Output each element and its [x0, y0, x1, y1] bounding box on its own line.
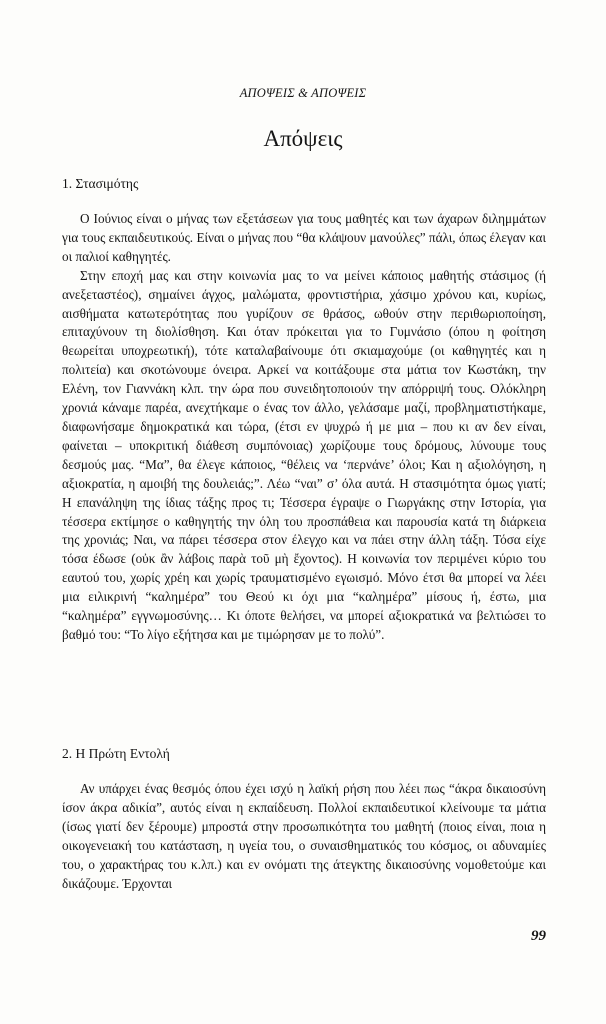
- paragraph: Στην εποχή μας και στην κοινωνία μας το να μείνει κάποιος μαθητής στάσιμος (ή ανεξεταστέος), σημαίνει άγχος, μαλώματα, φροντιστήρια, χάσιμο χρόνου και, κυρίως, αισθήματα κατωτερότητας που γυρίζουν σε θράσος, ωθούν στην περιθωριοποίηση, επιταχύνουν τη διολίσθηση. Και όταν πρόκειται για το Γυμνάσιο (όπου η φοίτηση θεωρείται υποχρεωτική), τότε καταλαβαίνουμε ότι σκιαμαχούμε (οι καθηγητές και η πολιτεία) και σκοτώνουμε όνειρα. Αρκεί να κοιτάξουμε στα μάτια τον Κωστάκη, την Ελένη, τον Γιαννάκη κλπ. την ώρα που συνειδητοποιούν την απόρριψή τους. Ολόκληρη χρονιά κάναμε παρέα, ανεχτήκαμε ο ένας τον άλλο, γελάσαμε μαζί, προβληματιστήκαμε, διαφωνήσαμε δημοκρατικά και τώρα, (έτσι εν ψυχρώ ή με μια – που κι αν δεν είναι, φαίνεται – υποκριτική διάθεση συμπόνοιας) χωρίζουμε τους δρόμους, λύνουμε τους δεσμούς μας. “Μα”, θα έλεγε κάποιος, “θέλεις να ‘περνάνε’ όλοι; Και η αξιολόγηση, η αξιοκρατία, η αμοιβή της δουλειάς;”. Λέω “ναι” σ’ όλα αυτά. Η στασιμότητα όμως γιατί; Η επανάληψη της ίδιας τάξης προς τι; Τέσσερα έγραψε ο Γιωργάκης στην Ιστορία, για τέσσερα εκτίμησε ο καθηγητής την όλη του προσπάθεια και παρουσία κατά τη διάρκεια της χρονιάς; Ναι, να πάρει τέσσερα στον έλεγχο και να πάει στην άλλη τάξη. Τόσα είχε τόσα έδωσε (οὐκ ἂν λάβοις παρὰ τοῦ μὴ ἔχοντος). Η κοινωνία τον περιμένει κύριο του εαυτού του, χωρίς χρέη και χωρίς τραυματισμένο εγωισμό. Μόνο έτσι θα μπορεί να λέει μια ειλικρινή “καλημέρα” του Θεού κι όχι μια “καλημέρα” μίσους ή, έστω, μια “καλημέρα” εγγνωμοσύνης… Κι όποτε θελήσει, να μπορεί αξιοκρατικά να βελτιώσει το βαθμό του: “Το λίγο εξήτησα και με τιμώρησαν με το πολύ”.: [62, 267, 546, 642]
- section-body-2: [62, 780, 546, 893]
- page-number: 99: [531, 928, 546, 944]
- section-heading-1: 1. Στασιμότης: [62, 176, 139, 191]
- paragraph: Αν υπάρχει ένας θεσμός όπου έχει ισχύ η λαϊκή ρήση που λέει πως “άκρα δικαιοσύνη ίσον άκρα αδικία”, αυτός είναι η εκπαίδευση. Πολλοί εκπαιδευτικοί κλείνουμε τα μάτια (ίσως γιατί δεν ξέρουμε) μπροστά στην προσωπικότητα του μαθητή (ποιος είναι, ποια η οικογενειακή του κατάσταση, η υγεία του, ο συναισθηματικός του κόσμος, οι αδυναμίες του, ο χαρακτήρας του κ.λπ.) και εν ονόματι της άτεγκτης δικαιοσύνης νομοθετούμε και δικάζουμε. Έρχονται: [62, 781, 546, 891]
- section-body-1: [62, 210, 546, 645]
- page-title: Απόψεις: [263, 126, 343, 151]
- running-head: ΑΠΟΨΕΙΣ & ΑΠΟΨΕΙΣ: [239, 86, 367, 100]
- section-heading-2: 2. Η Πρώτη Εντολή: [62, 746, 170, 761]
- paragraph: Ο Ιούνιος είναι ο μήνας των εξετάσεων για τους μαθητές και των άχαρων διλημμάτων για τους εκπαιδευτικούς. Είναι ο μήνας που “θα κλάψουν μανούλες” πάλι, όπως έλεγαν και οι παλιοί καθηγητές.: [62, 211, 546, 264]
